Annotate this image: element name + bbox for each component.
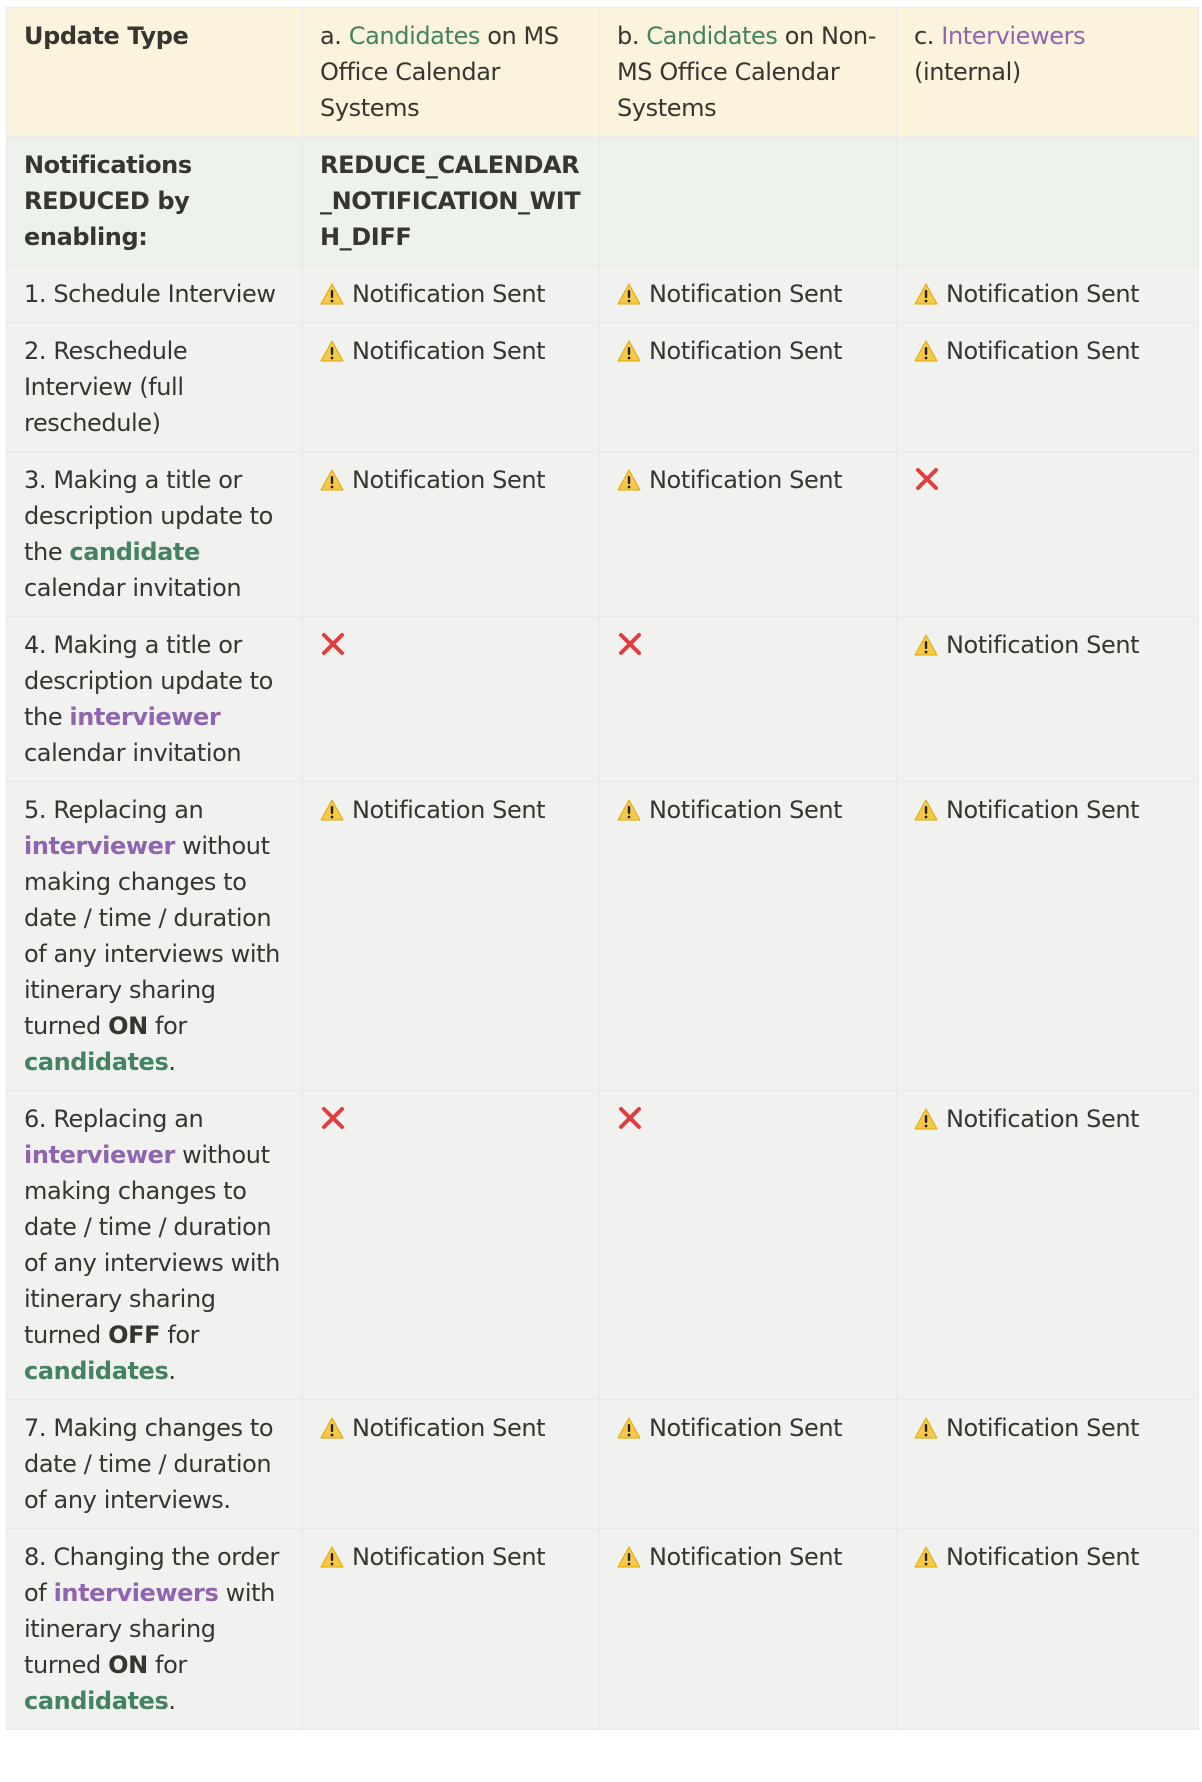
warning-icon: [617, 1546, 641, 1568]
update-type-cell: [7, 782, 303, 1091]
red-cross-icon: [320, 631, 346, 657]
label-text: .: [168, 1687, 176, 1715]
status-cell: [897, 617, 1199, 782]
warning-icon: [320, 1417, 344, 1439]
label-text: for: [147, 1012, 187, 1040]
candidate-keyword: candidates: [24, 1687, 169, 1715]
status-cell: [600, 782, 897, 1091]
table-row: [7, 782, 1199, 1091]
label-text: calendar invitation: [24, 739, 242, 767]
candidate-keyword: candidate: [69, 538, 200, 566]
status-cell: [600, 452, 897, 617]
toggle-state-keyword: OFF: [108, 1321, 161, 1349]
status-text: Notification Sent: [946, 280, 1140, 308]
label-text: 6. Replacing an: [24, 1105, 204, 1133]
update-type-cell: [7, 1091, 303, 1400]
status-text: Notification Sent: [946, 337, 1140, 365]
label-text: 7. Making changes to date / time / duration of any interviews.: [24, 1414, 274, 1514]
status-cell: [600, 323, 897, 452]
status-cell: [600, 1091, 897, 1400]
status-text: Notification Sent: [352, 796, 546, 824]
label-text: without making changes to date / time / duration of any interviews with itinerary sharing turned: [24, 1141, 280, 1349]
table-row: [7, 1091, 1199, 1400]
label-text: for: [147, 1651, 187, 1679]
interviewer-keyword: interviewers: [53, 1579, 219, 1607]
candidates-highlight: Candidates: [348, 22, 480, 50]
warning-icon: [617, 283, 641, 305]
header-update-type: Update Type: [7, 8, 303, 137]
status-text: Notification Sent: [649, 796, 843, 824]
table-row: [7, 617, 1199, 782]
update-type-cell: [7, 323, 303, 452]
subheader-label: Notifications REDUCED by enabling:: [7, 137, 303, 266]
status-text: Notification Sent: [649, 1543, 843, 1571]
status-text: Notification Sent: [352, 1414, 546, 1442]
warning-icon: [914, 1417, 938, 1439]
status-text: Notification Sent: [946, 1543, 1140, 1571]
status-text: Notification Sent: [352, 280, 546, 308]
update-type-cell: [7, 452, 303, 617]
warning-icon: [914, 283, 938, 305]
subheader-setting: REDUCE_CALENDAR_NOTIFICATION_WITH_DIFF: [303, 137, 600, 266]
status-text: Notification Sent: [946, 631, 1140, 659]
label-text: 5. Replacing an: [24, 796, 204, 824]
table-body: [7, 266, 1199, 1730]
red-cross-icon: [320, 1105, 346, 1131]
status-text: Notification Sent: [946, 1414, 1140, 1442]
label-text: without making changes to date / time / duration of any interviews with itinerary sharing turned: [24, 832, 280, 1040]
status-cell: [897, 1529, 1199, 1730]
warning-icon: [320, 799, 344, 821]
label-text: for: [160, 1321, 200, 1349]
table-row: [7, 452, 1199, 617]
subheader-row: [7, 137, 1199, 266]
status-cell: [303, 1091, 600, 1400]
label-text: 8. Changing the order of: [24, 1543, 280, 1607]
status-cell: [897, 782, 1199, 1091]
status-cell: [303, 1529, 600, 1730]
warning-icon: [320, 469, 344, 491]
status-text: Notification Sent: [352, 466, 546, 494]
candidates-highlight: Candidates: [646, 22, 778, 50]
label-text: .: [168, 1357, 176, 1385]
interviewer-keyword: interviewer: [24, 1141, 175, 1169]
label-text: calendar invitation: [24, 574, 242, 602]
status-text: Notification Sent: [946, 1105, 1140, 1133]
interviewers-highlight: Interviewers: [941, 22, 1086, 50]
status-cell: [897, 452, 1199, 617]
candidate-keyword: candidates: [24, 1048, 169, 1076]
status-cell: [897, 266, 1199, 323]
status-cell: [303, 782, 600, 1091]
warning-icon: [914, 799, 938, 821]
label-text: .: [168, 1048, 176, 1076]
warning-icon: [320, 1546, 344, 1568]
subheader-empty-cell: [600, 137, 897, 266]
notification-table: [6, 7, 1199, 1730]
status-text: Notification Sent: [946, 796, 1140, 824]
update-type-cell: [7, 617, 303, 782]
update-type-cell: [7, 266, 303, 323]
toggle-state-keyword: ON: [108, 1012, 148, 1040]
status-cell: [600, 266, 897, 323]
warning-icon: [914, 1546, 938, 1568]
red-cross-icon: [914, 466, 940, 492]
status-cell: [897, 1091, 1199, 1400]
red-cross-icon: [617, 1105, 643, 1131]
status-cell: [600, 1529, 897, 1730]
header-ms-office-candidates: a. Candidates on MS Office Calendar Systems: [303, 8, 600, 137]
warning-icon: [914, 1108, 938, 1130]
status-text: Notification Sent: [352, 1543, 546, 1571]
status-text: Notification Sent: [649, 337, 843, 365]
interviewer-keyword: interviewer: [69, 703, 221, 731]
label-text: 4. Making a title or description update to the: [24, 631, 273, 731]
status-cell: [600, 1400, 897, 1529]
status-cell: [600, 617, 897, 782]
warning-icon: [320, 340, 344, 362]
label-text: with itinerary sharing turned: [24, 1579, 275, 1679]
status-cell: [897, 323, 1199, 452]
warning-icon: [320, 283, 344, 305]
status-text: Notification Sent: [649, 280, 843, 308]
header-row: [7, 8, 1199, 137]
status-cell: [303, 452, 600, 617]
header-interviewers: c. Interviewers (internal): [897, 8, 1199, 137]
candidate-keyword: candidates: [24, 1357, 169, 1385]
subheader-empty-cell: [897, 137, 1199, 266]
toggle-state-keyword: ON: [108, 1651, 148, 1679]
warning-icon: [617, 469, 641, 491]
update-type-cell: [7, 1400, 303, 1529]
warning-icon: [617, 340, 641, 362]
table-row: [7, 1529, 1199, 1730]
table-row: [7, 266, 1199, 323]
status-cell: [303, 266, 600, 323]
interviewer-keyword: interviewer: [24, 832, 175, 860]
comparison-table-container: [6, 7, 1198, 1730]
label-text: 2. Reschedule Interview (full reschedule): [24, 337, 188, 437]
update-type-cell: [7, 1529, 303, 1730]
status-text: Notification Sent: [649, 466, 843, 494]
status-cell: [303, 617, 600, 782]
status-cell: [303, 1400, 600, 1529]
warning-icon: [617, 799, 641, 821]
warning-icon: [914, 634, 938, 656]
table-row: [7, 323, 1199, 452]
status-cell: [303, 323, 600, 452]
red-cross-icon: [617, 631, 643, 657]
warning-icon: [914, 340, 938, 362]
label-text: 3. Making a title or description update to the: [24, 466, 273, 566]
warning-icon: [617, 1417, 641, 1439]
table-row: [7, 1400, 1199, 1529]
status-text: Notification Sent: [649, 1414, 843, 1442]
status-cell: [897, 1400, 1199, 1529]
header-non-ms-office-candidates: b. Candidates on Non-MS Office Calendar Systems: [600, 8, 897, 137]
status-text: Notification Sent: [352, 337, 546, 365]
label-text: 1. Schedule Interview: [24, 280, 276, 308]
